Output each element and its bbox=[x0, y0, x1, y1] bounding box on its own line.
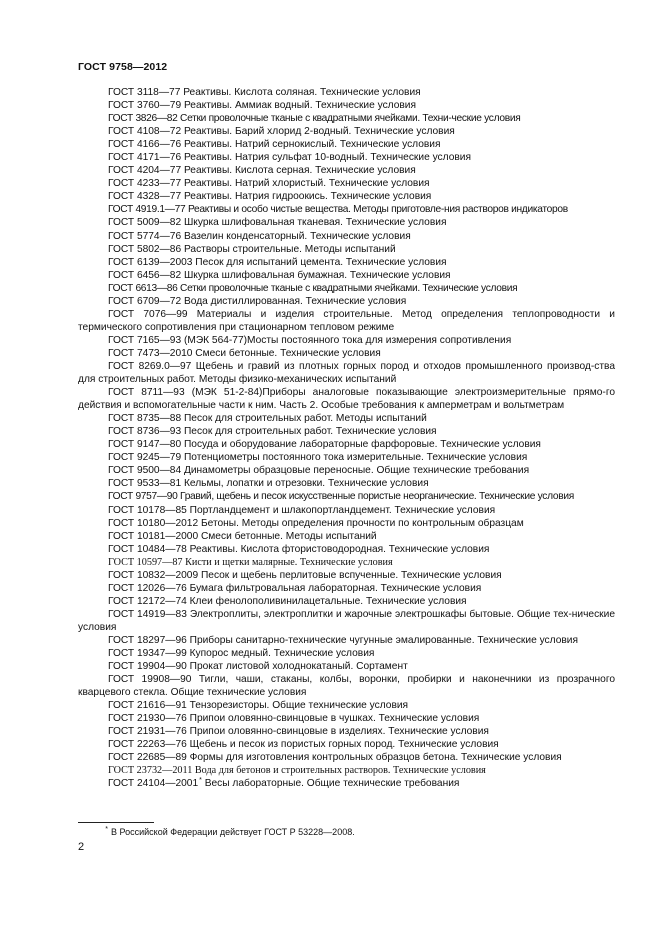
reference-text: ГОСТ 4233—77 Реактивы. Натрий хлористый. Технические условия bbox=[108, 178, 430, 190]
list-item bbox=[78, 86, 615, 99]
reference-text: ГОСТ 22263—76 Щебень и песок из пористых горных пород. Технические условия bbox=[108, 739, 499, 751]
list-item bbox=[78, 243, 615, 256]
reference-text: ГОСТ 3118—77 Реактивы. Кислота соляная. Технические условия bbox=[108, 87, 421, 98]
reference-text: ГОСТ 5009—82 Шкурка шлифовальная тканевая. Технические условия bbox=[108, 217, 447, 229]
list-item bbox=[78, 699, 615, 712]
reference-text: ГОСТ 23732—2011 Вода для бетонов и строительных растворов. Технические условия bbox=[108, 765, 486, 777]
reference-text: ГОСТ 4171—76 Реактивы. Натрия сульфат 10-водный. Технические условия bbox=[108, 152, 471, 164]
list-item bbox=[78, 569, 615, 582]
list-item bbox=[78, 660, 615, 673]
reference-text: ГОСТ 10178—85 Портландцемент и шлакопортландцемент. Технические условия bbox=[108, 504, 496, 516]
list-item bbox=[78, 725, 615, 738]
reference-text: ГОСТ 7165—93 (МЭК 564-77)Мосты постоянного тока для измерения сопротивления bbox=[108, 334, 512, 346]
list-item bbox=[78, 738, 615, 751]
reference-text: ГОСТ 10181—2000 Смеси бетонные. Методы испытаний bbox=[108, 530, 377, 542]
reference-text: ГОСТ 5802—86 Растворы строительные. Методы испытаний bbox=[108, 243, 396, 255]
reference-text: ГОСТ 21616—91 Тензорезисторы. Общие технические условия bbox=[108, 700, 409, 712]
list-item bbox=[78, 177, 615, 190]
reference-text: ГОСТ 18297—96 Приборы санитарно-технические чугунные эмалированные. Технические условия bbox=[108, 634, 578, 646]
list-item bbox=[78, 256, 615, 269]
list-item bbox=[78, 269, 615, 282]
reference-text: ГОСТ 19908—90 Тигли, чаши, стаканы, колбы, воронки, пробирки и наконечники из прозрачного кварцевого стекла. Общие технические условия bbox=[78, 674, 615, 699]
reference-text: ГОСТ 8711—93 (МЭК 51-2-84)Приборы аналоговые показывающие электроизмерительные прямо-го действия и вспомогательные части к ним. Часть 2. Особые требования к амперметрам и вольтметрам bbox=[78, 387, 615, 412]
list-item bbox=[78, 647, 615, 660]
reference-text: ГОСТ 4108—72 Реактивы. Барий хлорид 2-водный. Технические условия bbox=[108, 126, 455, 138]
list-item bbox=[78, 112, 615, 125]
list-item bbox=[78, 203, 615, 216]
list-item bbox=[78, 99, 615, 112]
list-item bbox=[78, 517, 615, 530]
reference-text: ГОСТ 22685—89 Формы для изготовления контрольных образцов бетона. Технические условия bbox=[108, 752, 562, 764]
reference-text: ГОСТ 8735—88 Песок для строительных работ. Методы испытаний bbox=[108, 413, 427, 425]
reference-text: ГОСТ 3760—79 Реактивы. Аммиак водный. Технические условия bbox=[108, 100, 417, 112]
reference-text: ГОСТ 8269.0—97 Щебень и гравий из плотных горных пород и отходов промышленного производ-ства для строительных работ. Методы физико-механических испытаний bbox=[78, 360, 615, 386]
list-item bbox=[78, 777, 615, 790]
reference-text: ГОСТ 19904—90 Прокат листовой холоднокатаный. Сортамент bbox=[108, 661, 408, 673]
list-item bbox=[78, 595, 615, 608]
footnote-text: В Российской Федерации действует ГОСТ Р 53228—2008. bbox=[111, 827, 355, 837]
list-item bbox=[78, 504, 615, 517]
list-item bbox=[78, 412, 615, 425]
list-item bbox=[78, 712, 615, 725]
footnote: * В Российской Федерации действует ГОСТ Р 53228—2008. bbox=[105, 826, 355, 837]
list-item bbox=[78, 334, 615, 347]
list-item bbox=[78, 425, 615, 438]
list-item bbox=[78, 125, 615, 138]
list-item bbox=[78, 477, 615, 490]
reference-text: ГОСТ 6709—72 Вода дистиллированная. Технические условия bbox=[108, 295, 407, 307]
list-item bbox=[78, 543, 615, 556]
reference-text: ГОСТ 9147—80 Посуда и оборудование лабораторные фарфоровые. Технические условия bbox=[108, 439, 541, 451]
reference-text: ГОСТ 12172—74 Клеи фенолополивинилацетальные. Технические условия bbox=[108, 595, 467, 607]
list-item bbox=[78, 608, 615, 634]
list-item bbox=[78, 308, 615, 334]
reference-text: ГОСТ 19347—99 Купорос медный. Технические условия bbox=[108, 648, 375, 660]
reference-text: ГОСТ 6456—82 Шкурка шлифовальная бумажная. Технические условия bbox=[108, 269, 451, 281]
list-item bbox=[78, 451, 615, 464]
list-item bbox=[78, 530, 615, 543]
reference-text: ГОСТ 8736—93 Песок для строительных работ. Технические условия bbox=[108, 426, 437, 438]
list-item bbox=[78, 282, 615, 295]
reference-text: ГОСТ 14919—83 Электроплиты, электроплитки и жарочные электрошкафы бытовые. Общие тех-нические условия bbox=[78, 608, 615, 633]
list-item bbox=[78, 295, 615, 308]
reference-text: ГОСТ 4328—77 Реактивы. Натрия гидроокись. Технические условия bbox=[108, 191, 432, 203]
list-item bbox=[78, 582, 615, 595]
list-item bbox=[78, 386, 615, 412]
list-item bbox=[78, 164, 615, 177]
list-item bbox=[78, 673, 615, 699]
footnote-divider bbox=[78, 822, 154, 823]
reference-text: ГОСТ 21931—76 Припои оловянно-свинцовые в изделиях. Технические условия bbox=[108, 726, 489, 738]
list-item bbox=[78, 138, 615, 151]
list-item bbox=[78, 190, 615, 203]
reference-text: ГОСТ 21930—76 Припои оловянно-свинцовые в чушках. Технические условия bbox=[108, 713, 480, 725]
reference-text: ГОСТ 10597—87 Кисти и щетки малярные. Технические условия bbox=[108, 556, 393, 568]
list-item bbox=[78, 216, 615, 229]
reference-text: ГОСТ 5774—76 Вазелин конденсаторный. Технические условия bbox=[108, 230, 411, 242]
reference-text: ГОСТ 10180—2012 Бетоны. Методы определения прочности по контрольным образцам bbox=[108, 517, 524, 529]
normative-references-list bbox=[78, 86, 615, 791]
list-item bbox=[78, 347, 615, 360]
reference-code: ГОСТ 24104—2001 bbox=[108, 778, 199, 790]
reference-text: ГОСТ 10832—2009 Песок и щебень перлитовые вспученные. Технические условия bbox=[108, 569, 502, 581]
reference-text: ГОСТ 4919.1—77 Реактивы и особо чистые вещества. Методы приготовле-ния растворов индикаторов bbox=[108, 204, 568, 216]
footnote-marker: * bbox=[199, 777, 202, 785]
list-item bbox=[78, 464, 615, 477]
reference-text: ГОСТ 12026—76 Бумага фильтровальная лабораторная. Технические условия bbox=[108, 582, 482, 594]
list-item bbox=[78, 634, 615, 647]
reference-text: ГОСТ 9245—79 Потенциометры постоянного тока измерительные. Технические условия bbox=[108, 452, 528, 464]
reference-text: ГОСТ 9533—81 Кельмы, лопатки и отрезовки. Технические условия bbox=[108, 478, 429, 490]
list-item bbox=[78, 151, 615, 164]
list-item bbox=[78, 751, 615, 764]
reference-text: ГОСТ 10484—78 Реактивы. Кислота фтористоводородная. Технические условия bbox=[108, 543, 490, 555]
page-number: 2 bbox=[78, 841, 85, 853]
reference-text: ГОСТ 3826—82 Сетки проволочные тканые с квадратными ячейками. Техни-ческие условия bbox=[108, 113, 521, 125]
reference-text: ГОСТ 9757—90 Гравий, щебень и песок искусственные пористые неорганические. Технические условия bbox=[108, 491, 574, 503]
reference-text: ГОСТ 4166—76 Реактивы. Натрий сернокислый. Технические условия bbox=[108, 139, 441, 151]
reference-text: ГОСТ 7076—99 Материалы и изделия строительные. Метод определения теплопроводности и термического сопротивления при стационарном тепловом режиме bbox=[78, 308, 615, 333]
document-header: ГОСТ 9758—2012 bbox=[78, 61, 168, 73]
list-item bbox=[78, 438, 615, 451]
list-item bbox=[78, 556, 615, 569]
list-item bbox=[78, 230, 615, 243]
list-item bbox=[78, 360, 615, 386]
reference-text: ГОСТ 7473—2010 Смеси бетонные. Технические условия bbox=[108, 347, 381, 359]
reference-text: Весы лабораторные. Общие технические требования bbox=[201, 778, 460, 790]
reference-text: ГОСТ 9500—84 Динамометры образцовые переносные. Общие технические требования bbox=[108, 465, 530, 477]
reference-text: ГОСТ 6613—86 Сетки проволочные тканые с квадратными ячейками. Технические условия bbox=[108, 282, 518, 294]
list-item bbox=[78, 490, 615, 503]
reference-text: ГОСТ 6139—2003 Песок для испытаний цемента. Технические условия bbox=[108, 256, 447, 268]
reference-text: ГОСТ 4204—77 Реактивы. Кислота серная. Технические условия bbox=[108, 165, 416, 177]
list-item bbox=[78, 764, 615, 777]
